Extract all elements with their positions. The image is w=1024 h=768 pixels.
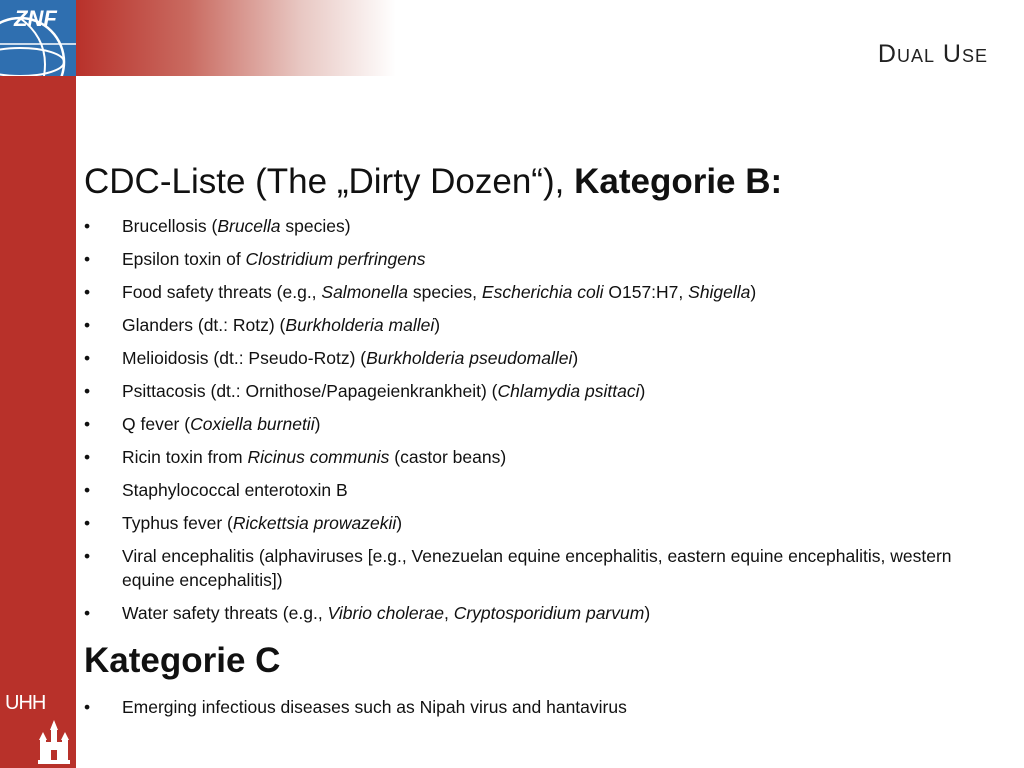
list-item-text: (castor beans) xyxy=(389,447,507,467)
uhh-logo-text: UHH xyxy=(5,692,46,714)
list-item xyxy=(84,214,994,238)
list-item xyxy=(84,247,994,271)
list-item xyxy=(84,280,994,304)
list-item-text: O157:H7, xyxy=(603,282,689,302)
list-item xyxy=(84,511,994,535)
uhh-logo xyxy=(0,690,76,768)
list-item-text: ) xyxy=(639,381,646,401)
bullet-icon: • xyxy=(84,282,91,302)
section-b-heading xyxy=(84,160,994,204)
list-item-text: Viral encephalitis (alphaviruses [e.g., Venezuelan equine encephalitis, eastern equine encephalitis, western equine encephalitis]) xyxy=(122,546,952,590)
bullet-icon: • xyxy=(84,480,91,500)
bullet-icon: • xyxy=(84,447,91,467)
list-item-text: ) xyxy=(572,348,579,368)
species-name: Burkholderia mallei xyxy=(285,315,435,335)
species-name: Chlamydia psittaci xyxy=(497,381,640,401)
list-item-text: species) xyxy=(280,216,351,236)
bullet-icon: • xyxy=(84,603,91,623)
bullet-icon: • xyxy=(84,414,91,434)
list-item-text: ) xyxy=(434,315,441,335)
list-item xyxy=(84,695,994,719)
list-item-text: Brucellosis ( xyxy=(122,216,218,236)
species-name: Salmonella xyxy=(321,282,408,302)
species-name: Vibrio cholerae xyxy=(327,603,444,623)
species-name: Cryptosporidium parvum xyxy=(453,603,645,623)
bullet-icon: • xyxy=(84,697,91,717)
list-item xyxy=(84,379,994,403)
list-item-text: Q fever ( xyxy=(122,414,191,434)
bullet-icon: • xyxy=(84,348,91,368)
top-gradient-band xyxy=(76,0,396,76)
section-b-heading-normal: CDC-Liste (The „Dirty Dozen“), xyxy=(84,162,575,201)
list-item-text: , xyxy=(443,603,454,623)
section-b-heading-bold: Kategorie B: xyxy=(574,162,783,201)
list-item-text: Staphylococcal enterotoxin B xyxy=(122,480,348,500)
species-name: Escherichia coli xyxy=(481,282,604,302)
znf-logo-text: ZNF xyxy=(14,6,57,31)
category-b-list xyxy=(84,214,994,625)
list-item-text: Melioidosis (dt.: Pseudo-Rotz) ( xyxy=(122,348,367,368)
bullet-icon: • xyxy=(84,216,91,236)
species-name: Rickettsia prowazekii xyxy=(232,513,397,533)
bullet-icon: • xyxy=(84,315,91,335)
list-item xyxy=(84,544,994,592)
list-item-text: Typhus fever ( xyxy=(122,513,233,533)
list-item-text: ) xyxy=(644,603,651,623)
list-item-text: Water safety threats (e.g., xyxy=(122,603,328,623)
list-item-text: Emerging infectious diseases such as Nipah virus and hantavirus xyxy=(122,697,627,717)
section-c-heading: Kategorie C xyxy=(84,641,281,680)
list-item xyxy=(84,412,994,436)
category-c-list xyxy=(84,695,994,719)
list-item-text: Ricin toxin from xyxy=(122,447,248,467)
list-item xyxy=(84,313,994,337)
slide-header-title: Dual Use xyxy=(877,40,988,68)
list-item xyxy=(84,346,994,370)
list-item-text: species, xyxy=(407,282,482,302)
list-item-text: Glanders (dt.: Rotz) ( xyxy=(122,315,286,335)
slide-content xyxy=(84,160,994,728)
species-name: Coxiella burnetii xyxy=(190,414,315,434)
bullet-icon: • xyxy=(84,381,91,401)
list-item xyxy=(84,478,994,502)
species-name: Burkholderia pseudomallei xyxy=(366,348,573,368)
species-name: Brucella xyxy=(217,216,281,236)
list-item-text: Food safety threats (e.g., xyxy=(122,282,322,302)
list-item-text: ) xyxy=(750,282,757,302)
left-accent-bar xyxy=(0,0,76,768)
list-item-text: Epsilon toxin of xyxy=(122,249,246,269)
species-name: Shigella xyxy=(688,282,751,302)
list-item xyxy=(84,601,994,625)
znf-logo xyxy=(0,0,76,76)
list-item-text: Psittacosis (dt.: Ornithose/Papageienkrankheit) ( xyxy=(122,381,498,401)
species-name: Clostridium perfringens xyxy=(245,249,426,269)
bullet-icon: • xyxy=(84,249,91,269)
list-item-text: ) xyxy=(314,414,321,434)
list-item-text: ) xyxy=(396,513,403,533)
bullet-icon: • xyxy=(84,513,91,533)
species-name: Ricinus communis xyxy=(247,447,390,467)
list-item xyxy=(84,445,994,469)
bullet-icon: • xyxy=(84,546,91,566)
